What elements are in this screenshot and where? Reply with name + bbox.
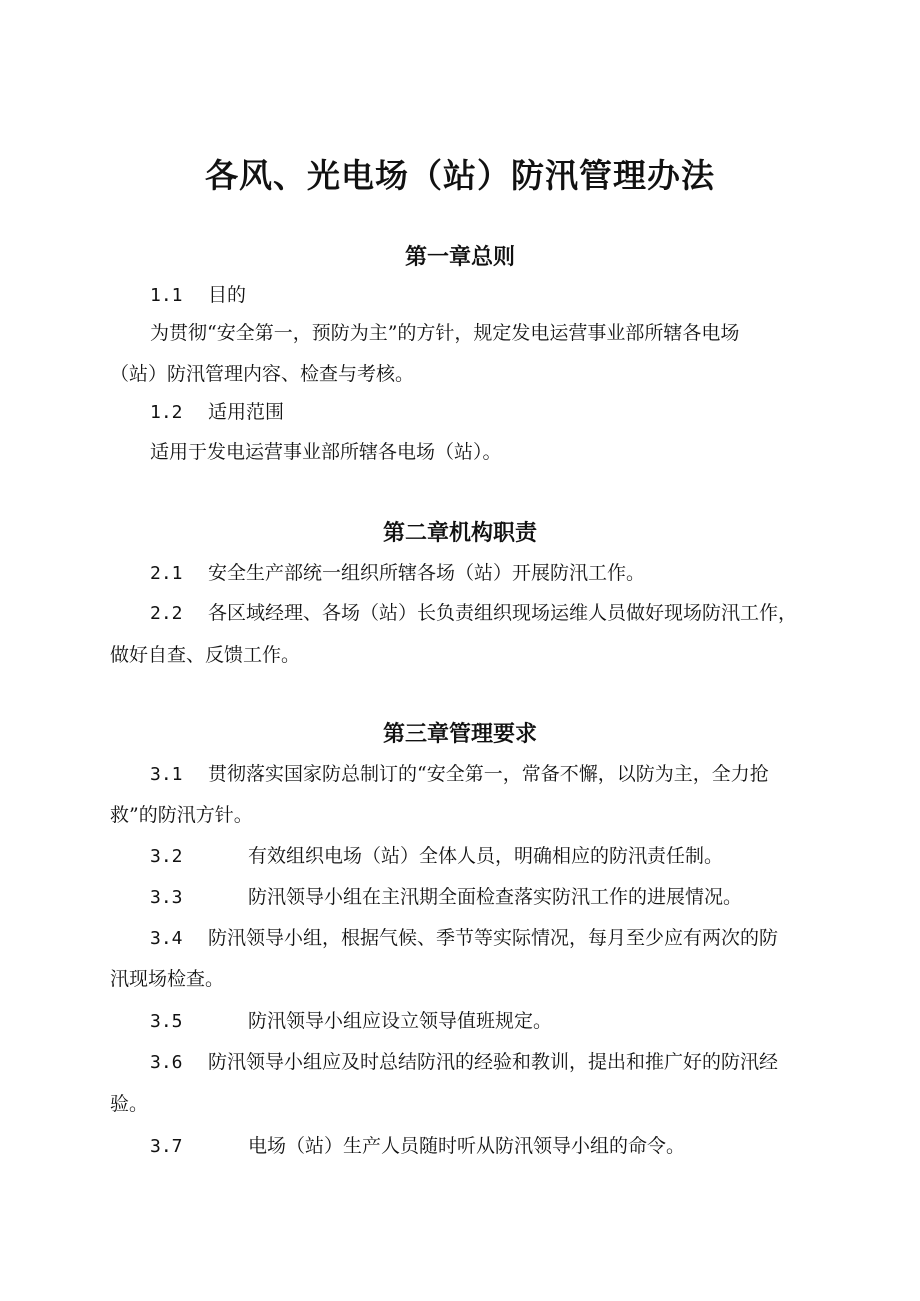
section-text: 防汛领导小组应及时总结防汛的经验和教训，提出和推广好的防汛经 [208,1051,779,1073]
section-number: 1.1 [150,285,183,306]
section-3-7 [150,1134,685,1159]
section-3-4-line2: 汛现场检查。 [110,968,225,990]
section-text: 贯彻落实国家防总制订的“安全第一，常备不懈，以防为主，全力抢 [208,763,769,785]
paragraph-scope: 适用于发电运营事业部所辖各电场（站）。 [150,441,502,463]
section-3-2 [150,844,723,869]
section-number: 3.4 [150,928,183,949]
section-number: 3.3 [150,887,183,908]
section-3-1 [150,762,769,787]
section-3-5 [150,1009,552,1034]
section-number: 3.5 [150,1011,183,1032]
section-number: 3.1 [150,764,183,785]
section-text: 各区域经理、各场（站）长负责组织现场运维人员做好现场防汛工作， [208,602,798,624]
section-text: 电场（站）生产人员随时听从防汛领导小组的命令。 [248,1135,686,1157]
paragraph-purpose-line2: （站）防汛管理内容、检查与考核。 [110,363,415,385]
section-3-4 [150,926,778,951]
section-number: 1.2 [150,402,183,423]
section-text: 安全生产部统一组织所辖各场（站）开展防汛工作。 [208,562,646,584]
chapter-3-heading: 第三章管理要求 [382,722,537,747]
section-2-1 [150,561,645,586]
section-text: 防汛领导小组在主汛期全面检查落实防汛工作的进展情况。 [248,886,743,908]
section-title: 适用范围 [208,401,285,423]
paragraph-purpose-line1: 为贯彻“安全第一，预防为主”的方针，规定发电运营事业部所辖各电场 [150,322,740,344]
section-number: 2.1 [150,563,183,584]
section-3-3 [150,885,742,910]
section-text: 防汛领导小组应设立领导值班规定。 [248,1010,553,1032]
section-number: 3.7 [150,1136,183,1157]
section-3-6 [150,1050,778,1075]
section-number: 3.6 [150,1052,183,1073]
section-3-1-line2: 救”的防汛方针。 [110,804,253,826]
chapter-2-heading: 第二章机构职责 [382,521,537,546]
section-text: 防汛领导小组，根据气候、季节等实际情况，每月至少应有两次的防 [208,927,779,949]
section-number: 3.2 [150,846,183,867]
section-text: 有效组织电场（站）全体人员，明确相应的防汛责任制。 [248,845,724,867]
document-title: 各风、光电场（站）防汛管理办法 [205,156,715,195]
section-2-2 [150,601,797,626]
section-3-6-line2: 验。 [110,1093,149,1115]
section-1-2 [150,400,284,425]
section-1-1 [150,283,246,308]
section-number: 2.2 [150,603,183,624]
section-2-2-line2: 做好自查、反馈工作。 [110,644,301,666]
section-title: 目的 [208,284,247,306]
chapter-1-heading: 第一章总则 [404,245,515,270]
